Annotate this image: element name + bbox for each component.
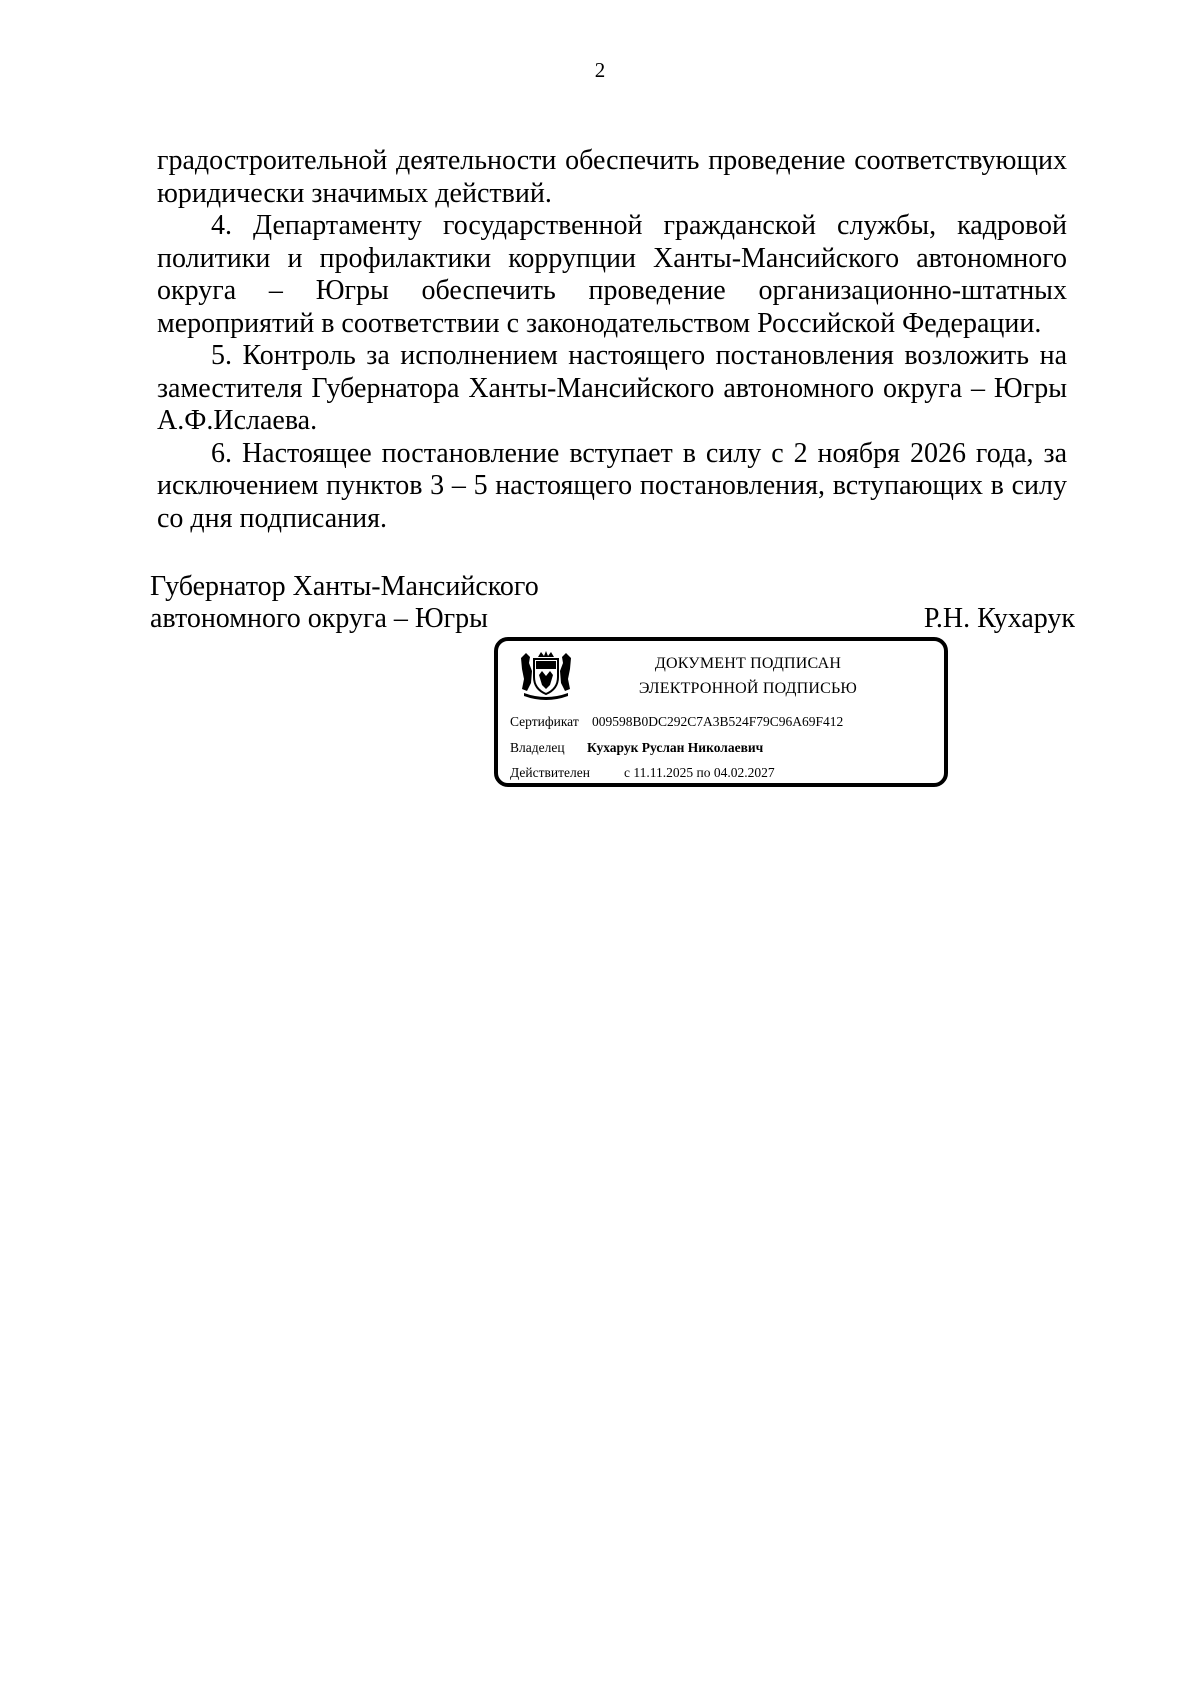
certificate-value: 009598B0DC292C7A3B524F79C96A69F412 (592, 714, 844, 729)
paragraph-item-6: 6. Настоящее постановление вступает в силу с 2 ноября 2026 года, за исключением пунктов 3 – 5 настоящего постановления, вступающих в силу со дня подписания. (157, 437, 1067, 534)
stamp-owner-row (510, 739, 763, 757)
validity-value: с 11.11.2025 по 04.02.2027 (624, 765, 775, 780)
stamp-title (578, 651, 918, 701)
signatory-position-line-1: Губернатор Ханты-Мансийского (150, 571, 539, 602)
certificate-label: Сертификат (510, 714, 579, 729)
paragraph-item-4: 4. Департаменту государственной гражданской службы, кадровой политики и профилактики коррупции Ханты-Мансийского автономного округа – Югры обеспечить проведение организационно-штатных мероприятий в соответствии с законодательством Российской Федерации. (157, 210, 1067, 339)
owner-label: Владелец (510, 740, 565, 755)
document-body (157, 145, 1067, 535)
stamp-title-line-2: ЭЛЕКТРОННОЙ ПОДПИСЬЮ (638, 680, 858, 697)
validity-label: Действителен (510, 765, 590, 780)
coat-of-arms-icon (518, 649, 574, 701)
stamp-validity-row (510, 764, 775, 782)
paragraph-item-5: 5. Контроль за исполнением настоящего постановления возложить на заместителя Губернатора Ханты-Мансийского автономного округа – Югры А.Ф.Ислаева. (157, 340, 1067, 436)
signatory-name: Р.Н. Кухарук (923, 603, 1075, 634)
page-number: 2 (594, 58, 606, 82)
signature-block (150, 571, 1075, 635)
stamp-certificate-row (510, 713, 843, 731)
electronic-signature-stamp (494, 637, 948, 787)
stamp-title-line-1: ДОКУМЕНТ ПОДПИСАН (654, 655, 842, 672)
owner-value: Кухарук Руслан Николаевич (587, 740, 764, 755)
paragraph-continuation: градостроительной деятельности обеспечить проведение соответствующих юридически значимых действий. (157, 145, 1067, 209)
signatory-position-line-2: автономного округа – Югры (150, 603, 488, 634)
